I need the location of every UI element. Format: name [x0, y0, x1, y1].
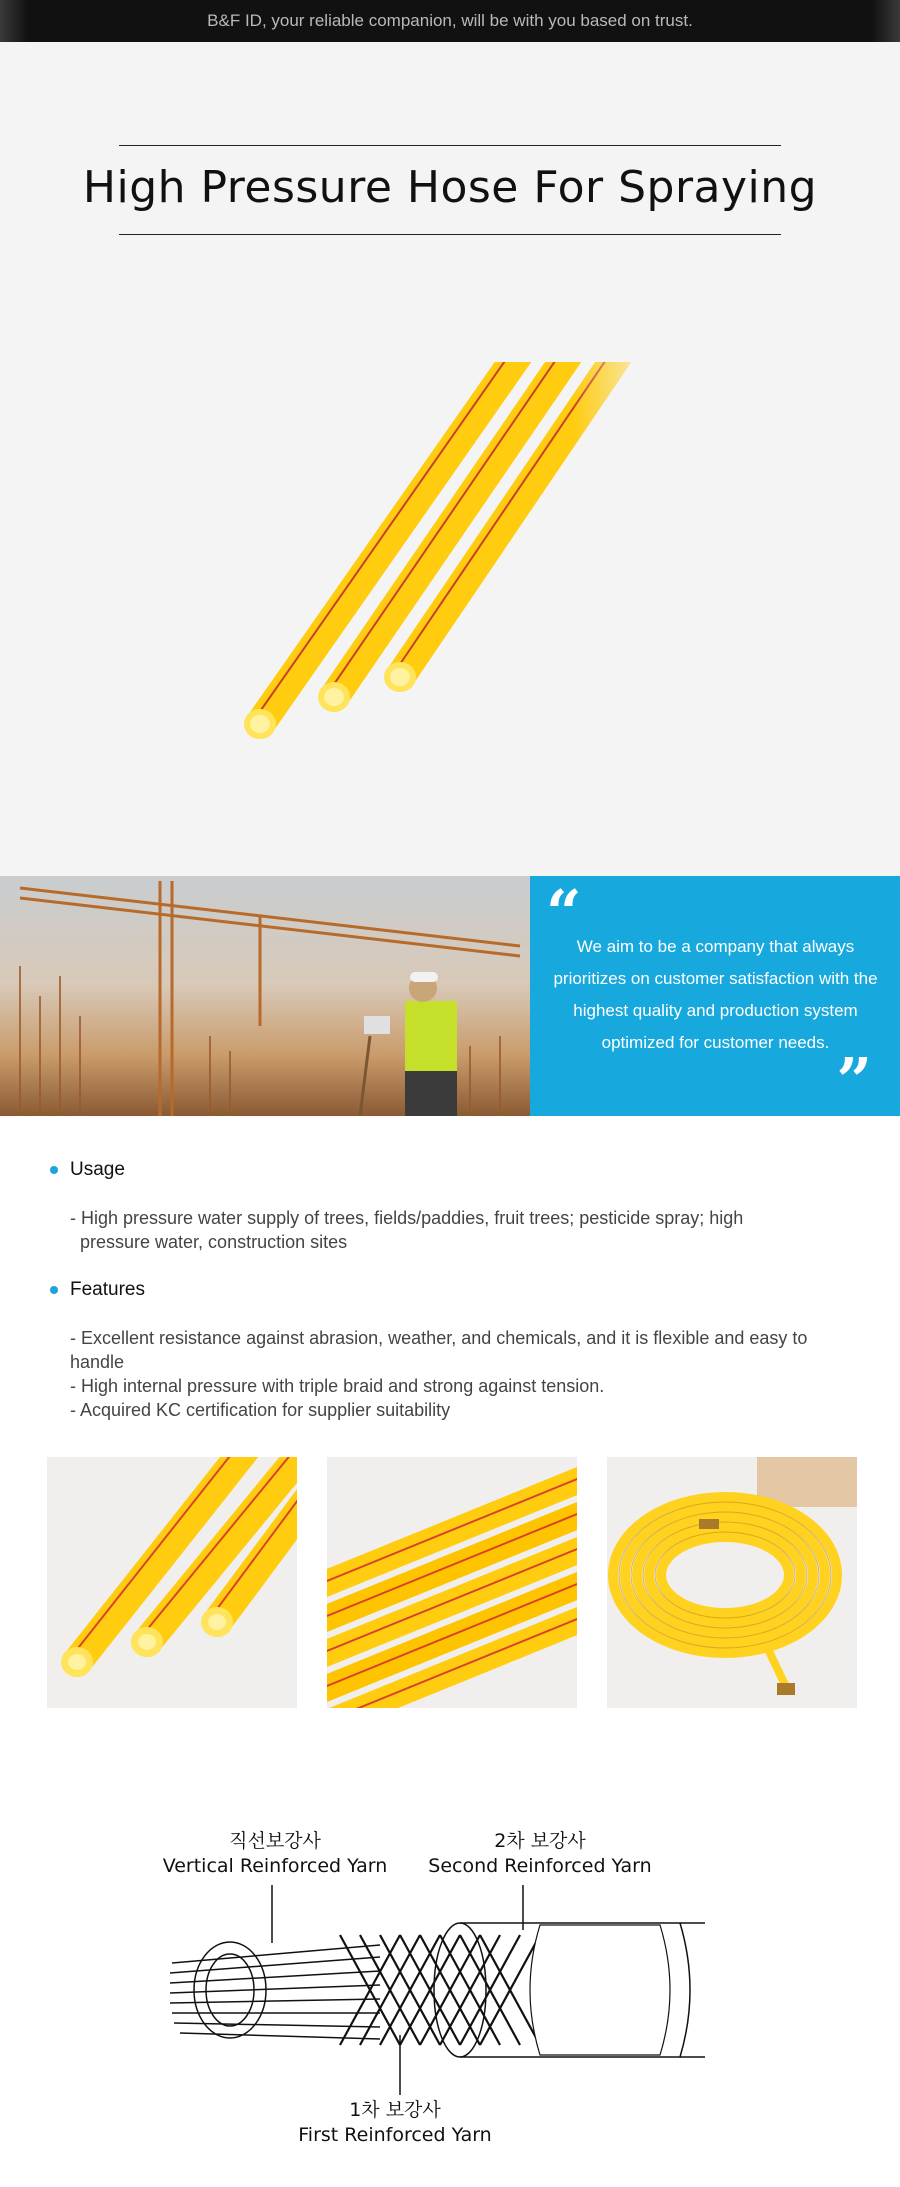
second-yarn-ko: 2차 보강사 [494, 1830, 586, 1852]
bullet-dot-icon [50, 1166, 58, 1174]
first-yarn-label [285, 2098, 505, 2148]
bullet-dot-icon [50, 1286, 58, 1294]
mission-quote-text: We aim to be a company that always prioritizes on customer satisfaction with the highest quality and production system optimized for customer needs. [553, 937, 878, 1052]
page-title: High Pressure Hose For Spraying [82, 162, 818, 213]
hose-thumbnail-ends [47, 1457, 297, 1708]
mission-banner [0, 876, 900, 1116]
usage-description [70, 1206, 810, 1254]
hero-section [0, 42, 900, 876]
vertical-yarn-ko: 직선보강사 [229, 1830, 321, 1852]
usage-line: pressure water, construction sites [70, 1232, 348, 1252]
features-description [70, 1326, 810, 1422]
feature-line: - Acquired KC certification for supplier suitability [70, 1400, 451, 1420]
usage-heading-label: Usage [70, 1159, 125, 1180]
hose-thumbnail-coil [607, 1457, 857, 1708]
vertical-yarn-en: Vertical Reinforced Yarn [162, 1855, 388, 1877]
top-banner [0, 0, 900, 42]
first-yarn-en: First Reinforced Yarn [298, 2124, 492, 2146]
hose-thumbnail-closeup [327, 1457, 577, 1708]
hose-hero-image [230, 362, 670, 762]
feature-line: - High internal pressure with triple braid and strong against tension. [70, 1376, 605, 1396]
feature-line: - Excellent resistance against abrasion, weather, and chemicals, and it is flexible and easy to handle [70, 1328, 808, 1372]
features-heading-label: Features [70, 1279, 145, 1300]
vertical-yarn-label [160, 1829, 390, 1879]
hose-structure-diagram [160, 1885, 710, 2095]
title-rule-bottom [119, 234, 781, 235]
first-yarn-ko: 1차 보강사 [349, 2099, 441, 2121]
tagline-text: B&F ID, your reliable companion, will be with you based on trust. [207, 11, 693, 30]
close-quote-icon: ” [836, 1044, 872, 1117]
features-heading [50, 1279, 145, 1301]
title-rule-top [119, 145, 781, 146]
second-yarn-en: Second Reinforced Yarn [428, 1855, 652, 1877]
construction-photo [0, 876, 530, 1116]
mission-quote-panel [530, 876, 900, 1116]
second-yarn-label [410, 1829, 670, 1879]
open-quote-icon: “ [546, 876, 582, 949]
usage-heading [50, 1159, 125, 1181]
usage-line: - High pressure water supply of trees, fields/paddies, fruit trees; pesticide spray; high [70, 1208, 744, 1228]
